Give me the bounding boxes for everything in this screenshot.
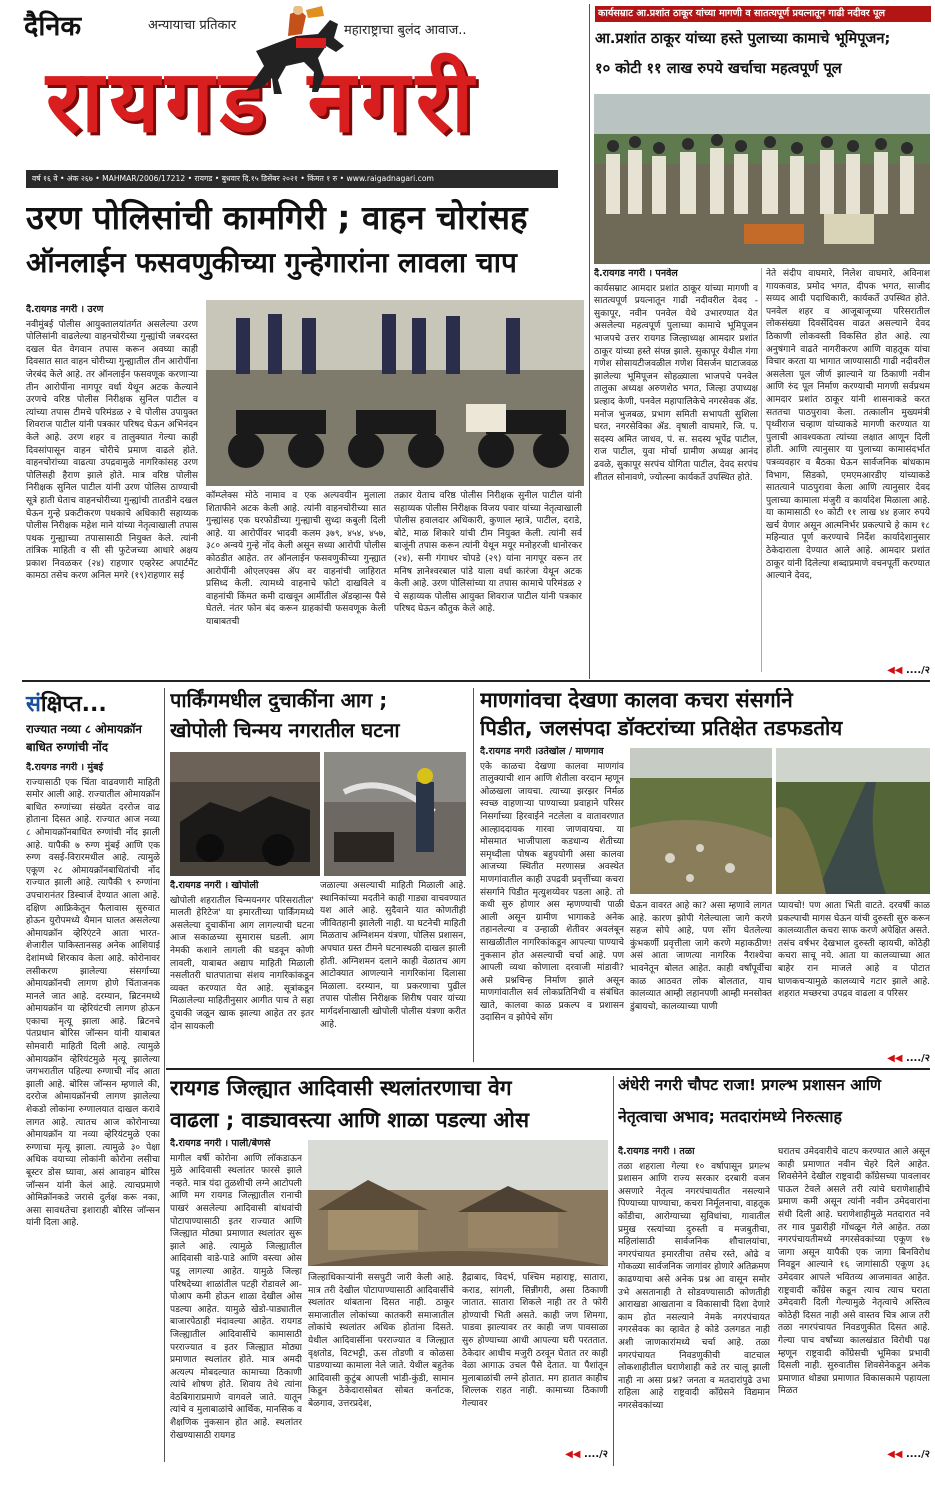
mangaon-headline-2: पिडीत, जलसंपदा डॉक्टरांच्या प्रतिक्षेत तडफडतोय — [480, 716, 843, 740]
khopoli-body-2: जळाल्या असल्याची माहिती मिळाली आहे. स्थानिकांच्या मदतीने काही गाड्या वाचवण्यात यश आले आहे. सुदैवाने यात कोणतीही जीवितहानी झालेली नाही. या घटनेची माहिती मिळताच अग्निशमन यंत्रणा, पोलिस प्रशासन, अपघात ग्रस्त टीमने घटनास्थळी दाखल झाली होती. अग्निशमन दलाने काही वेळातच आग आटोक्यात आणल्याने नागरिकांना दिलासा मिळाला. दरम्यान, या प्रकरणाचा पुढील तपास पोलीस निरीक्षक शिरीष पवार यांच्या मार्गदर्शनाखाली खोपोली पोलीस यंत्रणा करीत आहे. — [320, 881, 466, 1030]
mangaon-body-1: एके काळचा देखणा कालवा माणगांव तालुक्याची शान आणि शेतीला वरदान म्हणून ओळखला जायचा. त्याच्या झरझर निर्मळ स्वच्छ वाहणाऱ्या पाण्याच्या प्रवाहाने परिसर निसर्गाच्या हिरवाईने नटलेला व वातावरणात आल्हाददायक गारवा जाणवायचा. या मोसमात भाजीपाला कडधान्य शेतीच्या समृध्दीला पोषक बहुपयोगी असा कालवा आजच्या स्थितीत मरणासन्न अवस्थेत माणगांवातील काही उपद्रवी प्रवृत्तींच्या कचरा संसर्गाने पिडीत मृत्युशय्येवर पडला आहे. तो कधी सुरु होणार अस म्हणण्याची पाळी आली असून ग्रामीण भागाकडे अनेक तहानलेल्या व उन्हाळी शेतीवर अवलंबून साखळीतील नागरिकांकडून आपल्या पाण्याचे नुकसान होत असल्याची चर्चा आहे. पण आपली व्यथा कोणाला दरवाजी मांडावी? असे प्रश्नचिन्ह निर्माण झाले असून माणगांवातील सर्व लोकप्रतिनिधी व संबंधित खाते, कालवा काळ प्रकल्प व प्रशासन उदासिन व झोपेचे सोंग — [480, 761, 624, 1024]
lead-col-2 — [206, 490, 386, 670]
brief-headline: राज्यात नव्या ८ ओमायक्रॉन बाधित रुग्णांची नोंद — [26, 722, 142, 754]
lead-col-1 — [26, 304, 198, 670]
top-right-continued[interactable]: ◀◀ ..../२ — [887, 665, 930, 676]
mangaon-col-1 — [480, 746, 624, 1068]
khopoli-col-1 — [170, 880, 314, 1062]
info-price: किंमत १ रु — [307, 174, 338, 183]
masthead-title: रायगड नगरी — [46, 52, 480, 152]
canal-garbage-photo-2 — [776, 748, 930, 894]
mangaon-col-3 — [778, 900, 930, 1048]
brief-logo-a: सं — [26, 692, 41, 717]
top-right-headline-1: आ.प्रशांत ठाकूर यांच्या हस्ते पुलाच्या कामाचे भूमिपूजन; — [595, 30, 891, 47]
rule-under-top — [22, 680, 930, 682]
tribal-headline-2: वाढला ; वाड्यावस्त्या आणि शाळा पडल्या ओस — [170, 1108, 530, 1132]
tribal-dateline: दै.रायगड नगरी । पाली/बेणसे — [170, 1138, 271, 1149]
info-website[interactable]: www.raigadnagari.com — [346, 174, 434, 183]
lead-col-3 — [394, 490, 582, 670]
top-right-headline-2: १० कोटी ११ लाख रुपये खर्चाचा महत्वपूर्ण पूल — [595, 60, 842, 77]
rule-top-right — [589, 4, 590, 679]
khopoli-body-1: खोपोली शहरातील चिन्मयनगर परिसरातील' मालती हेरिटेज' या इमारतीच्या पार्किंगमध्ये असलेल्या दुचाकींना आग लागल्याची घटना आज सकाळच्या सुमारास घडली. आग नेमकी कशाने लागली की घडवून कोणी लावली, याबाबत अद्याप माहिती मिळाली नसलीतरी घातपाताचा संशय नागरिकांकडून व्यक्त करण्यात येत आहे. सूत्रांकडून मिळालेल्या माहितीनुसार आगीत पाच ते सहा दुचाकी जळून खाक झाल्या आहेत तर इतर दोन सायकली — [170, 895, 314, 1032]
canal-garbage-photo-1 — [630, 748, 772, 894]
andheri-body-2: घरातच उमेदवारीचे वाटप करण्यात आले असून काही प्रमाणात नवीन चेहरे दिले आहेत. शिवसेनेने देखील राष्ट्रवादी कॉंग्रेसच्या पावलावर पाऊल टेवले असले तरी त्यांचे घराणेशाहीचे प्रमाण कमी असून त्यांनी नवीन उमेदवारांना संधी दिली आहे. घराणेशाहीमुळे मतदारात नवे तर गाव पुढारीही गोंधळून गेले आहेत. तळा नगरपंचायतीमध्ये नगरसेवकांच्या एकूण १७ जागा असून यापैकी एक जागा बिनविरोध निवडून आल्याने १६ जागांसाठी एकूण ३६ उमेदवार आपले भवितव्य आजमावत आहेत. राष्ट्रवादी कॉंग्रेस कडून त्याच त्याच घराता उमेदवारी दिली गेल्यामुळे नेतृत्वाचे अस्तित्व कोठेही दिसत नाही असे वास्तव चित्र आज तरी तळा नगरपंचायत निवडणुकीत दिसत आहे. गेल्या पाच वर्षांच्या कालखंडात विरोधी पक्ष म्हणून राष्ट्रवादी कॉंग्रेसची भूमिका प्रभावी दिसली नाही. सुरुवातीस शिवसेनेकडून अनेक प्रमाणात थोड्या प्रमाणात विकासकामे पहायला मिळत — [778, 1147, 930, 1397]
rule-brief — [164, 688, 165, 1462]
brief-dateline: दै.रायगड नगरी । मुंबई — [26, 762, 104, 773]
info-place: रायगड — [194, 174, 213, 183]
mangaon-dateline: दै.रायगड नगरी ।उतेखोल / माणगाव — [480, 746, 604, 757]
mangaon-continued[interactable]: ◀◀ ..../२ — [887, 1053, 930, 1064]
lead-headline-1: उरण पोलिसांची कामगिरी ; वाहन चोरांसह — [26, 198, 528, 237]
brief-body: राज्यासाठी एक चिंता वाढवणारी माहिती समोर आली आहे. राज्यातील ओमायक्रॉन बाधित रुग्णांच्या संख्येत दररोज वाढ होताना दिसत आहे. राज्यात आज नव्या ८ ओमायक्रॉनबाधित रुग्णांची नोंद झाली आहे. यापैकी ७ रुग्ण मुंबई आणि एक रुग्ण वसई-विरारमधील आहे. त्यामुळे एकूण २८ ओमायक्रॉनबाधितांची नोंद राज्यात झाली आहे. त्यापैकी ९ रुग्णांना उपचारानंतर डिस्चार्ज देण्यात आला आहे. दक्षिण आफ्रिकेतून फैलावास सुरुवात होऊन युरोपमध्ये थैमान घालत असलेल्या ओमायक्रॉन व्हेरिएंटने आता भारत-शेजारील पाकिस्तानसह अनेक आशियाई देशांमध्ये शिरकाव केला आहे. कोरोनावर लसीकरण झालेल्या संसर्गाच्या ओमायक्रॉनची लागण होणे चिंताजनक मानले जात आहे. दरम्यान, ब्रिटनमध्ये ओमायक्रॉन या व्हेरियंटची लागण होऊन एकाचा मृत्यू झाला आहे. ब्रिटनचे पंतप्रधान बोरिस जॉन्सन यांनी याबाबत सोमवारी माहिती दिली आहे. त्यामुळे ओमायक्रॉन व्हेरियंटमुळे मृत्यू झालेल्या जगभरातील पहिल्या रुग्णाची नोंद आता झाली आहे. बोरिस जॉन्सन म्हणाले की, दररोज ओमायक्रॉनची लागण झालेल्या शेकडो लोकांना रुग्णालयात दाखल करावे लागत आहे. त्यातच आज कोरोनाच्या ओमायक्रॉन या नव्या व्हेरियंटमुळे एका रुग्णाचा मृत्यू झाला. त्यामुळे ३० पेक्षा अधिक वयाच्या लोकांनी कोरोना लसीचा बूस्टर डोस घ्यावा, असं आवाहन बोरिस जॉन्सन यांनी केलं आहे. त्याचप्रमाणे ओमिक्रॉनकडे जरासे दुर्लक्ष करू नका, असा सावधतेचा इशाराही बोरिस जॉन्सन यांनी दिला आहे. — [26, 777, 160, 1229]
top-right-continued-label: ..../२ — [905, 665, 930, 676]
andheri-headline-2: नेतृत्वाचा अभाव; मतदारांमध्ये निरुत्साह — [618, 1108, 842, 1126]
tribal-col-1 — [170, 1138, 302, 1464]
tribal-body-1: मागील वर्षी कोरोना आणि लॉकडाऊन मुळे आदिवासी स्थलांतर फारसे झाले नव्हते. मात्र यंदा तुळशीची लग्ने आटोपली आणि मग रायगड जिल्ह्यातील रानाची पाखरं असलेल्या आदिवासी बांधवांची पोटापाण्यासाठी इतर राज्यात आणि जिल्ह्यात मोठ्या प्रमाणात स्थलांतर सुरू झाले आहे. त्यामुळे जिल्ह्यातील आदिवासी वाडे-पाडे आणि वस्त्या ओस पडू लागल्या आहेत. यामुळे जिल्हा परिषदेच्या शाळांतील पटही रोडावले आ-पोआप कमी होऊन शाळा देखील ओस पडल्या आहेत. यामुळे खेडो-पाड्यातील बाजारपेठाही मंदावल्या आहेत. रायगड जिल्ह्यातील आदिवासींचे कामासाठी परराज्यात व इतर जिल्ह्यात मोठ्या प्रमाणात स्थलांतर होते. मात्र अमदी अत्यल्प मोबदल्यात कामाच्या ठिकाणी त्यांचे शोषण होते. शिवाय तेथे त्यांना वेठबिगाराप्रमाणे वागवले जाते. यातून त्यांचे व मुलाबाळांचे आर्थिक, मानसिक व शैक्षणिक नुकसान होत आहे. स्थलांतर रोखण्यासाठी रायगड — [170, 1153, 302, 1441]
rule-khopoli — [473, 688, 474, 1062]
info-date: बुधवार दि.१५ डिसेंबर २०२१ — [221, 174, 298, 183]
andheri-body-1: तळा शहराला गेल्या १० वर्षापासून प्रगल्भ प्रशासन आणि राज्य सरकार दरबारी वजन असणारे नेतृत्व नगरपंचायतीत नसल्याने पिण्याच्या पाण्याचा, कचरा निर्मूलनाचा, वाहतूक कोंडीचा, आरोग्याच्या सुविधांचा, गावातील प्रमुख रस्त्यांच्या दुरुस्ती व मजबुतीचा, महिलांसाठी सार्वजनिक शौचालयांचा, नगरपंचायत इमारतीचा तसेच रस्ते, ओढे व गोकळ्या सार्वजनिक जागांवर होणारे अतिक्रमण काढण्याचा असे अनेक प्रश्न आ वासून समोर उभे असतानाही ते सोडवण्यासाठी कोणतीही आराखडा आखताना व विकासाची दिशा देणारे काम होत नसल्याने नेमके नगरपंचायत नगरसेवक का व्हावेत हे कोडे उलगडत नाही अशी जाणकारांमध्ये चर्चा आहे. तळा नगरपंचायत निवडणुकीची वाटचाल लोकशाहीतील घराणेशाही कडे तर चालू झाली नाही ना असा प्रश्न? जनता व मतदारांपुढे उभा राहिला आहे राष्ट्रवादी कॉंग्रेसने विद्यमान नगरसेवकांच्या — [618, 1161, 770, 1411]
rule-mid — [166, 1068, 930, 1070]
info-regno: MAHMAR/2006/17212 — [102, 174, 186, 183]
fire-fighting-photo — [324, 752, 466, 876]
lead-dateline: दै.रायगड नगरी । उरण — [26, 304, 104, 315]
tribal-hamlet-photo — [308, 1140, 608, 1266]
brief-col — [26, 762, 160, 1462]
khopoli-headline-1: पार्किंगमधील दुचाकींना आग ; — [170, 688, 388, 712]
top-right-col-1 — [594, 268, 758, 670]
top-right-body-2: नेते संदीप वाघमारे, निलेश वाघमारे, अविनाश गायकवाड, प्रमोद भगत, दीपक भगत, साजीद सय्यद आदी पदाधिकारी, कार्यकर्ते उपस्थित होते. पनवेल शहर व आजूबाजूच्या परिसरातील लोकसंख्या दिवसेंदिवस वाढत असल्याने देवद ठिकाणी लोकवस्ती विकसित होत आहे. त्या अनुषंगाने वाढते नागरीकरण आणि वाहतूक यांचा विचार करता या भागात जाण्यासाठी गाढी नदीवरील असलेला पूल जीर्ण झाल्याने या ठिकाणी नवीन आणि रुंद पूल निर्माण करण्याची मागणी सर्वप्रथम आमदार प्रशांत ठाकूर यांनी शासनाकडे करत सततचा पाठपुरावा केला. तत्कालीन मुख्यमंत्री पृथ्वीराज चव्हाण यांच्याकडे मागणी करण्यात या पुलाची आवश्यकता त्यांच्या लक्षात आणून दिली होती. आणि त्यानुसार या पुलाच्या कामासंदर्भात पत्रव्यवहार व बैठका घेऊन सार्वजनिक बांधकाम विभाग, सिडको, एमएमआरडीए यांच्याकडे सातत्याने पाठपुरावा केला आणि त्यानुसार देवद पुलाच्या कामाला मंजुरी व कार्यादेश मिळाला आहे. या कामासाठी १० कोटी ११ लाख ४४ हजार रुपये खर्च येणार असून आत्मनिर्भर प्रकल्पाचे हे काम १८ महिन्यात पूर्ण करण्याचे निर्देश कार्यादेशानुसार ठेकेदाराला देण्यात आले आहे. आमदार प्रशांत ठाकूर यांनी दिलेल्या शब्दाप्रमाणे वचनपूर्ती करण्यात आल्याने देवद, — [766, 269, 930, 582]
info-volume: वर्ष १६ वे — [32, 174, 58, 183]
andheri-continued[interactable]: ◀◀ ..../२ — [887, 1449, 930, 1460]
masthead-tagline-left: अन्यायाचा प्रतिकार — [148, 18, 237, 33]
masthead-daily-label: दैनिक — [24, 11, 82, 42]
khopoli-headline-2: खोपोली चिन्मय नगरातील घटना — [170, 718, 400, 742]
mangaon-body-2: घेऊन वावरत आहे का? असा म्हणावे लागत आहे. कारण झोपी गेलेल्याला जागे करणे सहज सोपे आहे, पण सोंग घेतलेल्या कुंभकर्णी प्रवृत्तीला जागे करणे महाकठीण! असं आता जाणत्या नागरिक नैराश्येचा भावनेतून बोलत आहेत. काही वर्षांपूर्वीचा काळ आठवत लोक बोलतात, याच कालव्यात आम्ही लहानपणी आम्ही मनसोक्त डुंबायचो, कालव्याच्या पाणी — [630, 901, 772, 1012]
mangaon-col-2 — [630, 900, 772, 1062]
top-right-kicker: कार्यसम्राट आ.प्रशांत ठाकूर यांच्या मागणी व सातत्यपूर्ण प्रयत्नातून गाढी नदीवर पूल — [595, 6, 931, 22]
brief-logo — [26, 688, 160, 718]
rule-tribal — [613, 1076, 614, 1466]
horse-rider-emblem — [226, 6, 366, 98]
top-right-body-1: कार्यसम्राट आमदार प्रशांत ठाकूर यांच्या मागणी व सातत्यपूर्ण प्रयत्नातून गाढी नदीवरील देवद - सुकापूर, नवीन पनवेल येथे उभारण्यात येत असलेल्या महत्वपूर्ण पुलाच्या कामाचे भूमिपूजन भाजपचे उत्तर रायगड जिल्हाध्यक्ष आमदार प्रशांत ठाकूर यांच्या हस्ते संपन्न झाले. सुकापूर येथील गंगा गणेश सोसायटीजवळील गणेश विसर्जन घाटाजवळ झालेल्या भूमिपूजन सोहळ्याला भाजपचे पनवेल तालुका अध्यक्ष अरुणशेठ भगत, जिल्हा उपाध्यक्ष प्रल्हाद केणी, पनवेल महापालिकेचे नगरसेवक ॲड. मनोज भुजबळ, प्रभाग समिती सभापती सुशिला घरत, नगरसेविका ॲड. वृषाली वाघमारे, जि. प. सदस्य अमित जाधव, पं. स. सदस्य भूपेंद्र पाटील, राज पाटील, युवा मोर्चा ग्रामीण अध्यक्ष आनंद ढवळे, सुकापूर सरपंच योगिता पाटील, देवद सरपंच शीतल सोनावणे, ज्योत्स्ना कार्यकर्ते उपस्थित होते. — [594, 283, 758, 483]
andheri-continued-label: ..../२ — [905, 1449, 930, 1460]
lead-body-3: तक्रार येताच वरिष्ठ पोलीस निरीक्षक सुनील पाटील यांनी सहाय्यक पोलीस निरीक्षक विजय पवार यांच्या नेतृत्वाखाली पोलीस हवालदार अधिकारी, कुणाल म्हात्रे, पाटील, दराडे, बोटे, माळ शिकारे यांची टीम नियुक्त केली. त्यांनी सर्व बाजूंनी तपास करून त्यांनी येथून मयूर मनोहरजी धानोरकर (२४), सनी गंगाधर चोपडे (२९) यांना नागपूर वरून तर मनिष ज्ञानेश्वरबाल पांडे याला वर्धा कारंजा येथून अटक केली आहे. उरण पोलिसांच्या या तपास कामाचे परिमंडळ २ चे सहाय्यक पोलीस आयुक्त शिवराज पाटील यांनी पत्रकार परिषद घेऊन कौतुक केले आहे. — [394, 491, 582, 615]
tribal-col-2 — [308, 1272, 454, 1464]
khopoli-dateline: दै.रायगड नगरी । खोपोली — [170, 880, 259, 891]
seized-bikes-photo — [206, 300, 584, 486]
burnt-bikes-photo — [170, 752, 320, 876]
masthead — [0, 0, 582, 191]
andheri-col-1 — [618, 1146, 770, 1462]
tribal-body-2: जिल्हाधिकाऱ्यांनी ससपुटी जारी केली आहे. मात्र तरी देखील पोटापाण्यासाठी आदिवासींचे स्थलांतर थांबताना दिसत नाही. ठाकूर समाजातील लोकांच्या कातकरी समाजातील लोकांचे स्थलांतर अधिक होतांना दिसते. येथील आदिवासींना परराज्यात व जिल्ह्यात वृक्षतोड, विटभट्टी, ऊस तोडणी व कोळसा पाडण्याच्या कामाला नेले जाते. येथील बहुतेक आदिवासी कुटुंब आपली भांडी-कुंडी, सामान किडून ठेकेदारासोबत सोबत कर्नाटक, बेळगाव, उत्तरप्रदेश, — [308, 1273, 454, 1409]
lead-body-2: कॉम्प्लेक्स मोठे नामाव व एक अल्पवयीन मुलाला शिताफीने अटक केली आहे. त्यांनी वाहनचोरीच्या सात गुन्ह्यांसह एक घरफोडीच्या गुन्ह्याची सुध्दा कबुली दिली आहे. या आरोपींवर भादवी कलम ३७९, ४५४, ४५७, ३८० अन्वये गुन्हे नोंद केली असून सध्या आरोपी पोलीस कोठडीत आहेत. तर ऑनलाईन फसवणुकीच्या गुन्ह्यात आरोपींनी ओएलएक्स ॲप वर वाहनांची जाहिरात प्रसिध्द केली. त्यामध्ये वाहनाचे फोटो दाखविले व वाहनांची किंमत कमी दाखवून आर्मीतील ॲडव्हान्स पैसे घेतले. नंतर फोन बंद करून ग्राहकांची फसवणूक केली याबाबतची — [206, 491, 386, 627]
top-right-dateline: दै.रायगड नगरी । पनवेल — [594, 268, 678, 279]
masthead-tagline-right: महाराष्ट्राचा बुलंद आवाज.. — [344, 23, 467, 38]
tribal-body-3: हैद्राबाद, विदर्भ, पश्चिम महाराष्ट्र, सातारा, कराड, सांगली, सिन्नीगरी, असा ठिकाणी जातात. सातारा शिकले नाही तर ते फोरी होण्याची भिती असते. काही जण शिमगा, पाडवा झाल्यावर तर काही जण पावसाळा सुरु होण्याच्या आधी आपल्या घरी परततात. ठेकेदार आधीच मजुरी ठरवून घेतात तर काही वेळा आगाऊ उचल पैसे देतात. या पैशांतून मुलाबाळांची लग्ने होतात. मग हातात काहीच शिल्लक राहत नाही. कामाच्या ठिकाणी गेल्यावर — [462, 1273, 608, 1409]
tribal-continued[interactable]: ◀◀ ..../२ — [565, 1449, 608, 1460]
andheri-dateline: दै.रायगड नगरी । तळा — [618, 1146, 695, 1157]
rule-top-right-cols — [761, 268, 762, 672]
andheri-headline-1: अंधेरी नगरी चौपट राजा! प्रगल्भ प्रशासन आणि — [618, 1076, 882, 1094]
tribal-col-3 — [462, 1272, 608, 1444]
tribal-continued-label: ..../२ — [583, 1449, 608, 1460]
brief-logo-b: क्षिप्त... — [40, 692, 107, 717]
masthead-info-strip: वर्ष १६ वे • अंक २६७ • MAHMAR/2006/17212 • रायगड • बुधवार दि.१५ डिसेंबर २०२१ • किंमत १ रु • www.raigadnagari.com — [26, 170, 558, 188]
top-right-col-2 — [766, 268, 930, 662]
lead-headline-2: ऑनलाईन फसवणुकीच्या गुन्हेगारांना लावला चाप — [26, 246, 517, 279]
andheri-col-2 — [778, 1146, 930, 1442]
mangaon-continued-label: ..../२ — [905, 1053, 930, 1064]
mangaon-body-3: प्यायचो! पण आता भिती वाटते. दरवर्षी काळ प्रकल्पाची मागस घेऊन यांची दुरुस्ती सुरु करून कालव्यातील कचरा साफ करणे अपेक्षित असते. तसंच वर्षभर देखभाल दुरुस्ती व्हायची, कोठेही कचरा साचू नये. आता या कालव्याच्या आत बाहेर रान माजले आहे व पोटात घाणकचऱ्यामुळे कालव्याचे गटार झाले आहे. शहरात मच्छरचा उपद्रव वाढला व परिसर — [778, 901, 930, 1000]
mangaon-headline-1: माणगांवचा देखणा कालवा कचरा संसर्गाने — [480, 688, 793, 712]
info-issue: अंक २६७ — [66, 174, 93, 183]
lead-body-1: नवीमुंबई पोलीस आयुक्तालयांतर्गत असलेल्या उरण पोलिसांनी वाढलेल्या वाहनचोरीच्या गुन्ह्यांची जबरदस्त दखल घेत वेगवान तपास करून अवघ्या काही दिवसात सात वाहन चोरीच्या गुन्ह्यातील तीन आरोपींना जेरबंद केले आहे. तर ऑनलाईन फसवणूक करणाऱ्या तीन आरोपींना नागपूर वर्धा येथून अटक केल्याने उरणचे वरिष्ठ पोलीस निरीक्षक सुनिल पाटील व त्यांच्या तपास टीमचे परिमंडळ २ चे पोलीस उपायुक्त शिवराज पाटील यांनी पत्रकार परिषद घेऊन अभिनंदन केले आहे. उरण शहर व तालुक्यात गेल्या काही दिवसांपासून वाहन चोरीचे प्रमाण वाढले होते. वाहनचोरांच्या वाढत्या उपद्रवामुळे नागरिकांसह उरण पोलिसही हैराण झाले होते. मात्र वरिष्ठ पोलीस निरीक्षक सुनिल पाटील यांनी उरण पोलिस ठाण्याची सूत्रे हाती घेताच वाहनचोरीच्या गुन्ह्यांची तातडीने दखल घेऊन गुन्हे प्रकटीकरण पथकाचे अधिकारी सहाय्यक पोलीस निरीक्षक महेश माने यांच्या नेतृत्वाखाली तपास पथक गुन्ह्याच्या तपासासाठी नियुक्त केले. त्यांनी तांत्रिक माहिती व सी सी फुटेजच्या आधारे अक्षय प्रकाश निवळकर (२४) राहणार एव्हरेस्ट अपार्टमेंट कामठा तसेच करण अनिल मगरे (१९)राहणार सई — [26, 319, 198, 582]
tribal-headline-1: रायगड जिल्ह्यात आदिवासी स्थलांतरणाचा वेग — [170, 1076, 512, 1100]
khopoli-col-2 — [320, 880, 466, 1062]
bhoomipujan-photo — [594, 94, 930, 264]
